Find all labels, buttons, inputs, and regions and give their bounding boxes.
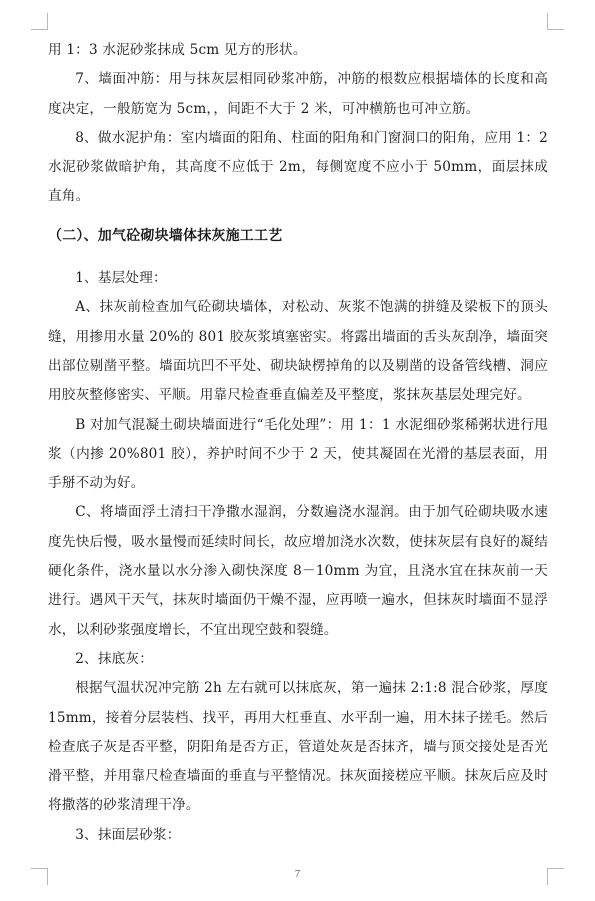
paragraph-continuation: 用 1：3 水泥砂浆抹成 5cm 见方的形状。 [48,42,307,58]
paragraph-item-b: B 对加气混凝土砌块墙面进行“毛化处理”：用 1：1 水泥细砂浆稀粥状进行甩浆（内掺 20%801 胶），养护时间不少于 2 天，使其凝固在光滑的基层表面，用手掰不动为好。 [48,416,548,492]
section-heading: （二）、加气砼砌块墙体抹灰施工工艺 [48,227,283,244]
paragraph-base-coat: 根据气温状况冲完筋 2h 左右就可以抹底灰，第一遍抹 2:1:8 混合砂浆，厚度 15mm，接着分层装档、找平，再用大杠垂直、水平刮一遍，用木抹子搓毛。然后检查底子灰是否平整，阴阳角是否方正，管道处灰是否抹齐，墙与顶交接处是否光滑平整，并用靠尺检查墙面的垂直与平整情况。抹灰面接槎应平顺。抹灰后应及时将撒落的砂浆清理干净。 [48,680,548,814]
page-body [48,36,548,850]
subheading-finish-coat: 3、抹面层砂浆： [75,826,181,843]
page-number: 7 [294,868,301,880]
paragraph-item-c: C、将墙面浮土清扫干净撒水湿润，分数遍浇水湿润。由于加气砼砌块吸水速度先快后慢，吸水量慢而延续时间长，故应增加浇水次数，使抹灰层有良好的凝结硬化条件，浇水量以水分渗入砌快深度 8－10mm 为宜，且浇水宜在抹灰前一天进行。遇风干天气，抹灰时墙面仍干燥不湿，应再喷一遍水，但抹灰时墙面不显浮水，以利砂浆强度增长，不宜出现空鼓和裂缝。 [48,504,548,638]
crop-mark-top-left [31,13,48,30]
paragraph-corner-protection: 8、做水泥护角：室内墙面的阳角、柱面的阳角和门窗洞口的阳角，应用 1：2 水泥砂浆做暗护角，其高度不应低于 2m，每侧宽度不应小于 50mm，面层抹成直角。 [48,129,548,205]
crop-mark-top-right [547,13,564,30]
paragraph-item-a: A、抹灰前检查加气砼砌块墙体，对松动、灰浆不饱满的拼缝及梁板下的顶头缝，用掺用水量 20%的 801 胶灰浆填塞密实。将露出墙面的舌头灰刮净，墙面突出部位剔凿平整。墙面坑凹不平处、砌块缺楞掉角的以及剔凿的设备管线槽、洞应用胶灰整修密实、平顺。用靠尺检查垂直偏差及平整度，浆抹灰基层处理完好。 [48,299,548,404]
subheading-base-coat: 2、抹底灰： [75,650,154,667]
paragraph-wall-screeding: 7、墙面冲筋：用与抹灰层相同砂浆冲筋，冲筋的根数应根据墙体的长度和高度决定，一般筋宽为 5cm，，间距不大于 2 米，可冲横筋也可冲立筋。 [48,71,548,117]
subheading-base-treatment: 1、基层处理： [75,270,167,287]
